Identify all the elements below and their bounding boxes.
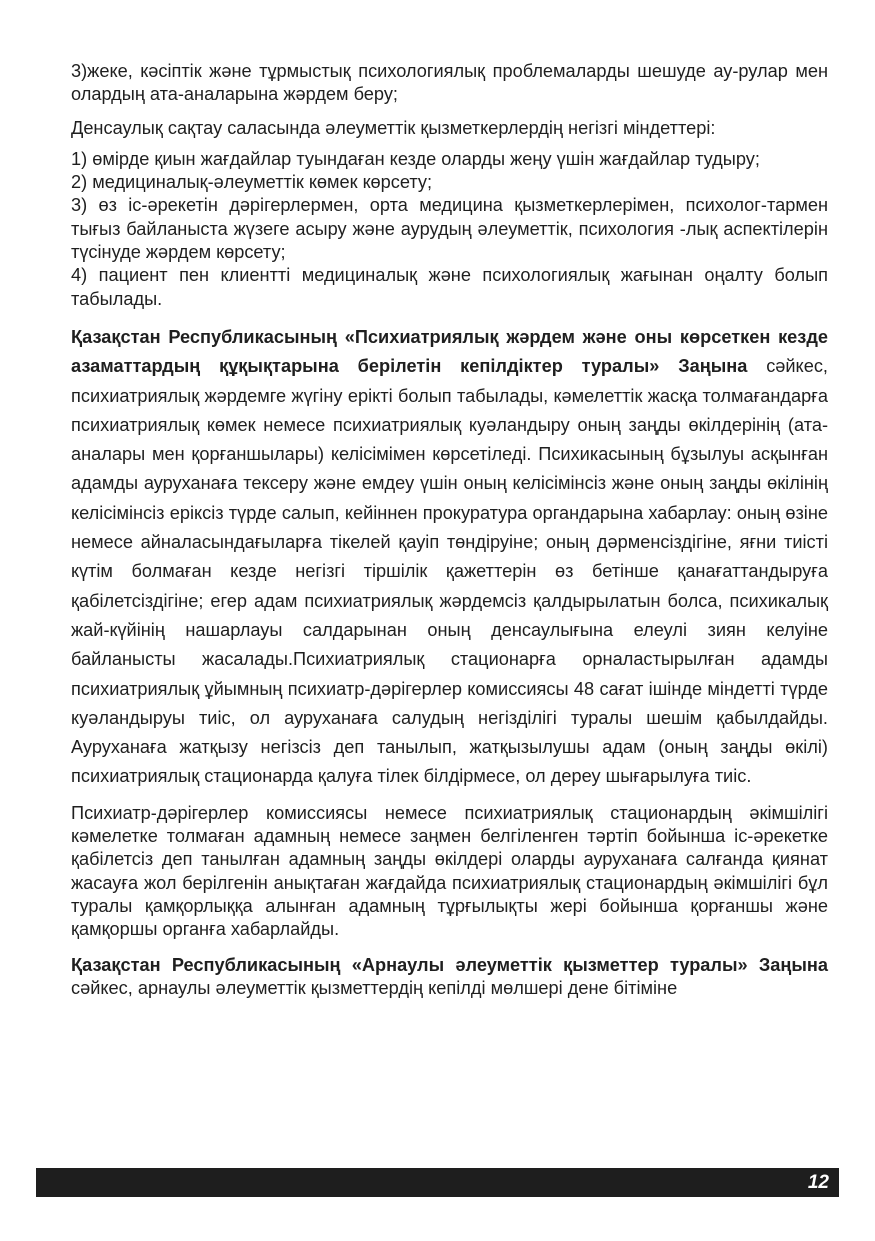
- list-item: 1) өмірде қиын жағдайлар туындаған кезде оларды жеңу үшін жағдайлар тудыру;: [71, 148, 760, 169]
- law-text-social-services: сәйкес, арнаулы әлеуметтік қызметтердің кепілді мөлшері дене бітіміне: [71, 977, 678, 998]
- paragraph-psychiatric-law: [71, 323, 828, 792]
- list-item: 4) пациент пен клиентті медициналық және психологиялық жағынан оңалту болып табылады.: [71, 265, 828, 309]
- paragraph-social-services-law: [71, 954, 828, 1001]
- paragraph-duties-heading: Денсаулық сақтау саласында әлеуметтік қызметкерлердің негізгі міндеттері:: [71, 117, 716, 138]
- paragraph-commission: Психиатр-дәрігерлер комиссиясы немесе психиатриялық стационардың әкімшілігі кәмелетке толмаған адамның немесе заңмен белгіленген тәртіп бойынша іс-әрекетке қабілетсіз деп танылған адамның заңды өкілдері оларды ауруханаға салғанда қиянат жасауға жол берілгенін анықтаған жағдайда психиатриялық стационардың әкімшілігі бұл туралы қамқорлыққа алынған адамның тұрғылықты жері бойынша қорғаншы және қамқоршы органға хабарлайды.: [71, 802, 828, 940]
- list-item: 3) өз іс-әрекетін дәрігерлермен, орта медицина қызметкерлерімен, психолог-тармен тығыз байланыста жүзеге асыру және аурудың әлеуметтік, психология -лық аспектілерін түсінуде жәрдем көрсету;: [71, 195, 828, 263]
- page-number: 12: [807, 1172, 829, 1193]
- law-title-psychiatric: Қазақстан Республикасының «Психиатриялық жәрдем және оны көрсеткен кезде азаматтардың құқықтарына берілетін кепілдіктер туралы» Заңына: [71, 326, 828, 377]
- law-title-social-services: Қазақстан Республикасының «Арнаулы әлеуметтік қызметтер туралы» Заңына: [71, 954, 828, 975]
- paragraph-intro-item3: 3)жеке, кәсіптік және тұрмыстық психологиялық проблемаларды шешуде ау-рулар мен олардың ата-аналарына жәрдем беру;: [71, 61, 828, 105]
- footer-bar: [36, 1168, 839, 1197]
- law-text-psychiatric: сәйкес, психиатриялық жәрдемге жүгіну ерікті болып табылады, кәмелеттік жасқа толмағандарға психиатриялық көмек немесе психиатриялық куәландыру оның заңды өкілдерінің (ата-аналары мен қорғаншылары) келісімімен көрсетіледі. Психикасының бұзылуы асқынған адамды ауруханаға тексеру және емдеу үшін оның келісімінсіз және оның заңды өкілінің келісімінсіз еріксіз түрде салып, кейіннен прокуратура органдарына хабарлау: оның өзіне немесе айналасындағыларға тікелей қауіп төндіруіне; оның дәрменсіздігіне, яғни тиісті күтім болмаған кезде негізгі тіршілік қажеттерін өз бетінше қанағаттандыруға қабілетсіздігіне; егер адам психиатриялық жәрдемсіз қалдырылатын болса, психикалық жай-күйінің нашарлауы салдарынан оның денсаулығына елеулі зиян келуіне байланысты жасалады.Психиатриялық стационарға орналастырылған адамды психиатриялық ұйымның психиатр-дәрігерлер комиссиясы 48 сағат ішінде міндетті түрде куәландыруы тиіс, ол ауруханаға салудың негізділігі туралы шешім қабылдайды. Ауруханаға жатқызу негізсіз деп танылып, жатқызылушы адам (оның заңды өкілі) психиатриялық стационарда қалуға тілек білдірмесе, ол дереу шығарылуға тиіс.: [71, 356, 828, 787]
- list-item: 2) медициналық-әлеуметтік көмек көрсету;: [71, 172, 433, 193]
- page-content: [71, 60, 828, 1000]
